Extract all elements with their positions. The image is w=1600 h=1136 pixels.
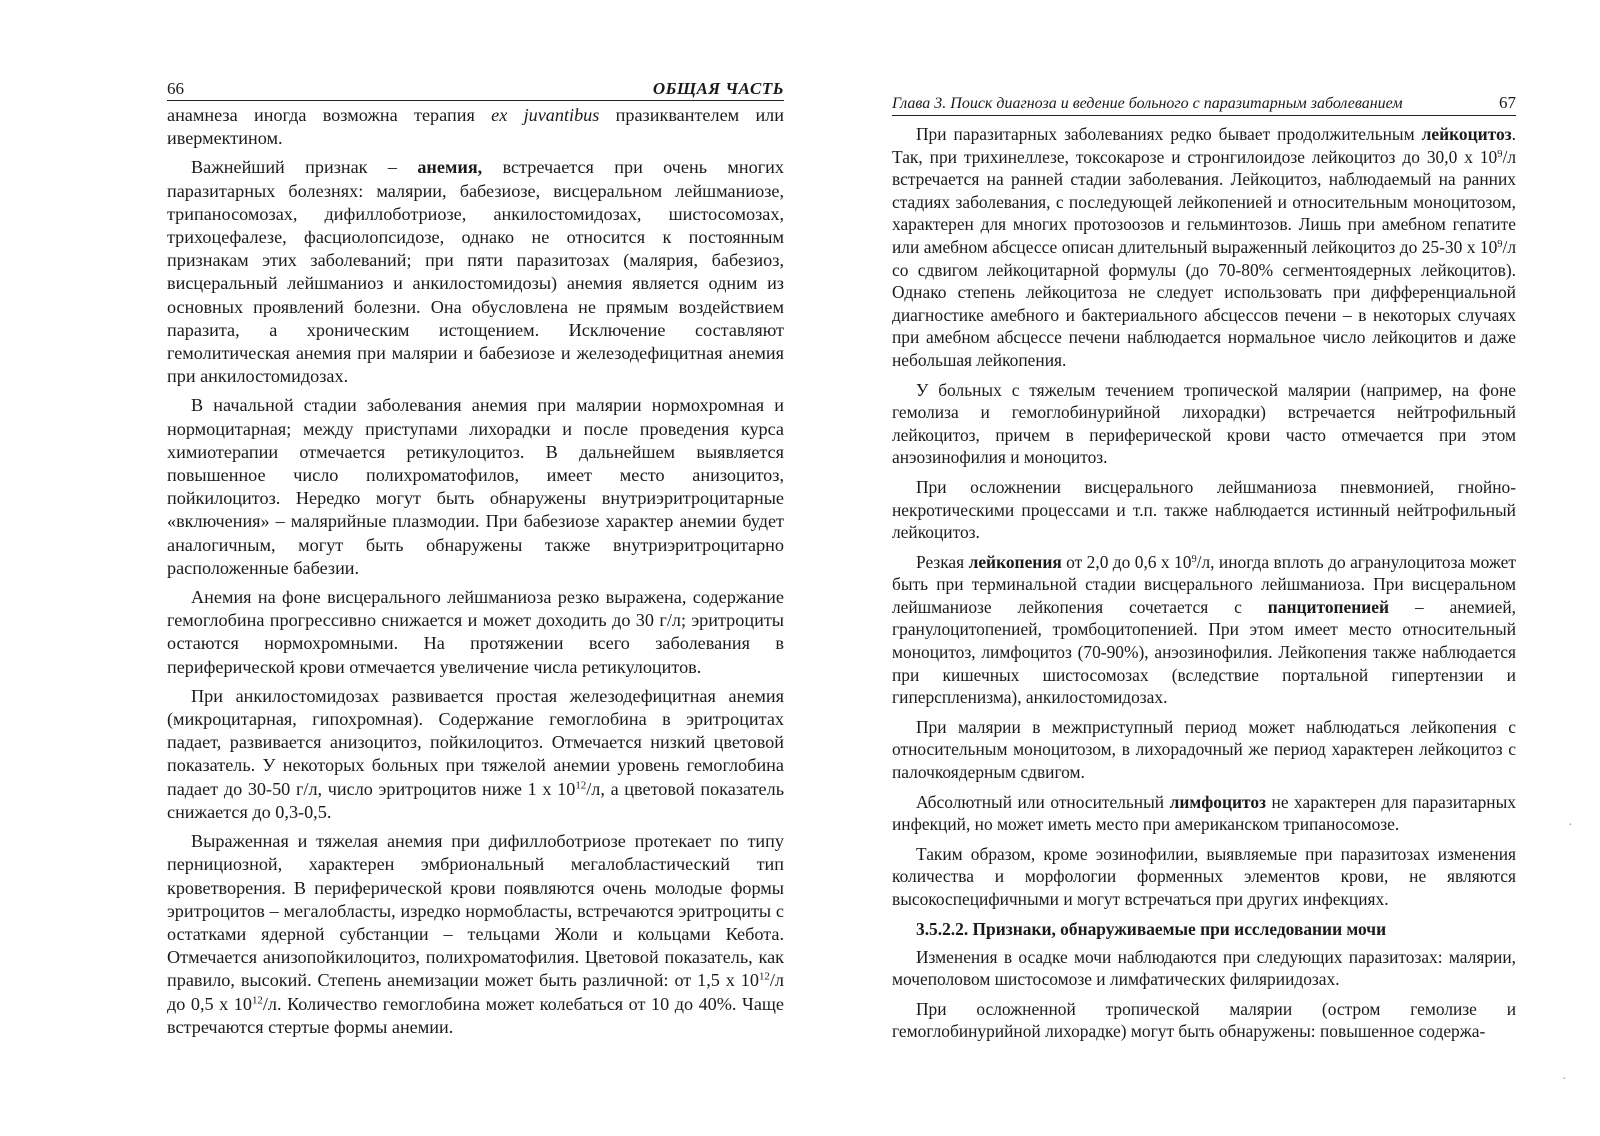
text-run: /л, иногда вплоть до агранулоцитоза может быть при терминальной стадии висцерального лейшманиоза. При висцеральном лейшманиозе лейкопения сочетается с <box>892 551 1516 617</box>
superscript-exponent: 9 <box>1497 238 1503 250</box>
superscript-exponent: 9 <box>1497 148 1503 160</box>
paragraph <box>892 998 1516 1043</box>
bold-term: анемия, <box>417 157 483 178</box>
text-run: У больных с тяжелым течением тропической малярии (например, на фоне гемолиза и гемоглобинурийной лихорадки) встречается нейтрофильный лейкоцитоз, причем в периферической крови часто отмечается при этом анэозинофилия и моноцитоз. <box>892 379 1516 468</box>
text-run: Выраженная и тяжелая анемия при дифиллоботриозе протекает по типу пернициозной, характерен эмбриональный мегалобластический тип кроветворения. В периферической крови появляются очень молодые формы эритроцитов – мегалобласты, изредко нормобласты, встречаются эритроциты с остатками ядерной субстанции – тельцами Жоли и кольцами Кебота. Отмечается анизопойкилоцитоз, полихроматофилия. Цветовой показатель, как правило, высокий. Степень анемизации может быть различной: от 1,5 х 10 <box>167 831 784 991</box>
paragraph <box>167 156 784 388</box>
text-run: При анкилостомидозах развивается простая железодефицитная анемия (микроцитарная, гипохромная). Содержание гемоглобина в эритроцитах падает, развивается анизоцитоз, пойкилоцитоз. Отмечается низкий цветовой показатель. У некоторых больных при тяжелой анемии уровень гемоглобина падает до 30-50 г/л, число эритроцитов ниже 1 х 10 <box>167 685 784 799</box>
page-edge-mark: · <box>1568 818 1573 833</box>
left-running-head <box>167 78 784 101</box>
text-run: Таким образом, кроме эозинофилии, выявляемые при паразитозах изменения количества и морфологии форменных элементов крови, не являются высокоспецифичными и могут встречаться при других инфекциях. <box>892 843 1516 909</box>
superscript-exponent: 9 <box>1191 553 1197 565</box>
text-run: При паразитарных заболеваниях редко бывает продолжительным <box>916 124 1422 144</box>
paragraph <box>167 394 784 580</box>
bold-term: лейкоцитоз <box>1421 124 1512 144</box>
paragraph <box>892 843 1516 911</box>
left-page-number: 66 <box>167 79 184 98</box>
paragraph <box>167 685 784 824</box>
paragraph <box>892 946 1516 991</box>
superscript-exponent: 12 <box>575 779 587 792</box>
text-run: не характерен для паразитарных инфекций, но может иметь место при американском трипаносомозе. <box>892 791 1516 835</box>
left-running-title: ОБЩАЯ ЧАСТЬ <box>652 79 784 98</box>
right-running-head <box>892 92 1516 116</box>
page-edge-mark: · <box>1562 1072 1567 1087</box>
paragraph <box>892 716 1516 784</box>
superscript-exponent: 12 <box>251 993 263 1006</box>
bold-term: панцитопенией <box>1267 596 1390 617</box>
paragraph <box>167 104 784 150</box>
text-run: В начальной стадии заболевания анемия при малярии нормохромная и нормоцитарная; между приступами лихорадки и после проведения курса химиотерапии отмечается ретикулоцитоз. В дальнейшем выявляется повышенное число полихроматофилов, имеет место анизоцитоз, пойкилоцитоз. Нередко могут быть обнаружены внутриэритроцитарные «включения» – малярийные плазмодии. При бабезиозе характер анемии будет аналогичным, могут быть обнаружены также внутриэритроцитарно расположенные бабезии. <box>167 395 784 578</box>
paragraph <box>892 123 1516 372</box>
text-run: 3.5.2.2. Признаки, обнаруживаемые при исследовании мочи <box>916 918 1387 939</box>
superscript-exponent: 12 <box>758 970 770 983</box>
left-page-body <box>167 104 784 1039</box>
right-page-number: 67 <box>1499 93 1516 112</box>
italic-term: ex juvantibus <box>491 105 600 125</box>
right-running-title: Глава 3. Поиск диагноза и ведение больного с паразитарным заболеванием <box>892 95 1403 112</box>
text-run: празиквантелем или ивермектином. <box>167 105 784 149</box>
text-run: /л. Количество гемоглобина может колебаться от 10 до 40%. Чаще встречаются стертые формы анемии. <box>167 993 784 1037</box>
text-run: /л до 0,5 х 10 <box>167 970 784 1014</box>
text-run: Анемия на фоне висцерального лейшманиоза резко выражена, содержание гемоглобина прогрессивно снижается и может доходить до 30 г/л; эритроциты остаются нормохромными. На протяжении всего заболевания в периферической крови отмечается увеличение числа ретикулоцитов. <box>167 587 784 677</box>
bold-term: лейкопения <box>968 551 1062 572</box>
text-run: При осложнении висцерального лейшманиоза пневмонией, гнойно-некротическими процессами и т.п. также наблюдается истинный нейтрофильный лейкоцитоз. <box>892 476 1516 543</box>
right-page <box>892 92 1516 1050</box>
text-run: встречается при очень многих паразитарных болезнях: малярии, бабезиозе, висцеральном лейшманиозе, трипаносомозах, дифиллоботриозе, анкилостомидозах, шистосомозах, трихоцефалезе, фасциолопсидозе, однако не относится к постоянным признакам этих заболеваний; при пяти паразитозах (малярия, бабезиоз, висцеральный лейшманиоз и анкилостомидозы) анемия является одним из основных проявлений болезни. Она обусловлена не прямым воздействием паразита, а хроническим истощением. Исключение составляют гемолитическая анемия при малярии и бабезиозе и железодефицитная анемия при анкилостомидозах. <box>167 157 785 387</box>
paragraph <box>167 830 784 1039</box>
text-run: . Так, при трихинеллезе, токсокарозе и стронгилоидозе лейкоцитоз до 30,0 х 10 <box>892 124 1516 167</box>
text-run: При малярии в межприступный период может наблюдаться лейкопения с относительным моноцитозом, в лихорадочный же период характерен лейкоцитоз с палочкоядерным сдвигом. <box>892 716 1516 783</box>
paragraph <box>167 586 784 679</box>
text-run: от 2,0 до 0,6 х 10 <box>1061 551 1192 572</box>
text-run: /л встречается на ранней стадии заболевания. Лейкоцитоз, наблюдаемый на ранних стадиях заболевания, с последующей лейкопенией и относительным моноцитозом, характерен для многих протозоозов и гельминтозов. Лишь при амебном гепатите или амебном абсцессе описан длительный выраженный лейкоцитоз до 25-30 х 10 <box>892 146 1516 257</box>
paragraph <box>892 476 1516 544</box>
text-run: /л со сдвигом лейкоцитарной формулы (до 70-80% сегментоядерных лейкоцитов). Однако степень лейкоцитоза не следует использовать при дифференциальной диагностике амебного и бактериального абсцессов печени – в некоторых случаях при амебном абсцессе печени наблюдается нормальное число лейкоцитов и даже небольшая лейкопения. <box>892 236 1516 370</box>
paragraph <box>892 791 1516 836</box>
paragraph <box>892 379 1516 469</box>
left-page <box>167 78 784 1045</box>
text-run: Абсолютный или относительный <box>916 791 1170 812</box>
right-page-body <box>892 123 1516 1043</box>
text-run: Важнейший признак – <box>191 157 418 178</box>
text-run: Резкая <box>916 551 969 572</box>
paragraph <box>892 551 1516 709</box>
section-heading <box>892 918 1516 940</box>
text-run: – анемией, гранулоцитопенией, тромбоцитопенией. При этом имеет место относительный моноцитоз, лимфоцитоз (70-90%), анэозинофилия. Лейкопения также наблюдается при кишечных шистосомозах (вследствие портальной гипертензии и гиперспленизма), анкилостомидозах. <box>892 596 1516 708</box>
text-run: Изменения в осадке мочи наблюдаются при следующих паразитозах: малярии, мочеполовом шистосомозе и лимфатических филяриидозах. <box>892 946 1516 990</box>
text-run: /л, а цветовой показатель снижается до 0,3-0,5. <box>167 778 784 822</box>
bold-term: лимфоцитоз <box>1169 791 1267 812</box>
text-run: При осложненной тропической малярии (остром гемолизе и гемоглобинурийной лихорадке) могут быть обнаружены: повышенное содержа- <box>892 998 1516 1042</box>
text-run: анамнеза иногда возможна терапия <box>167 105 492 125</box>
